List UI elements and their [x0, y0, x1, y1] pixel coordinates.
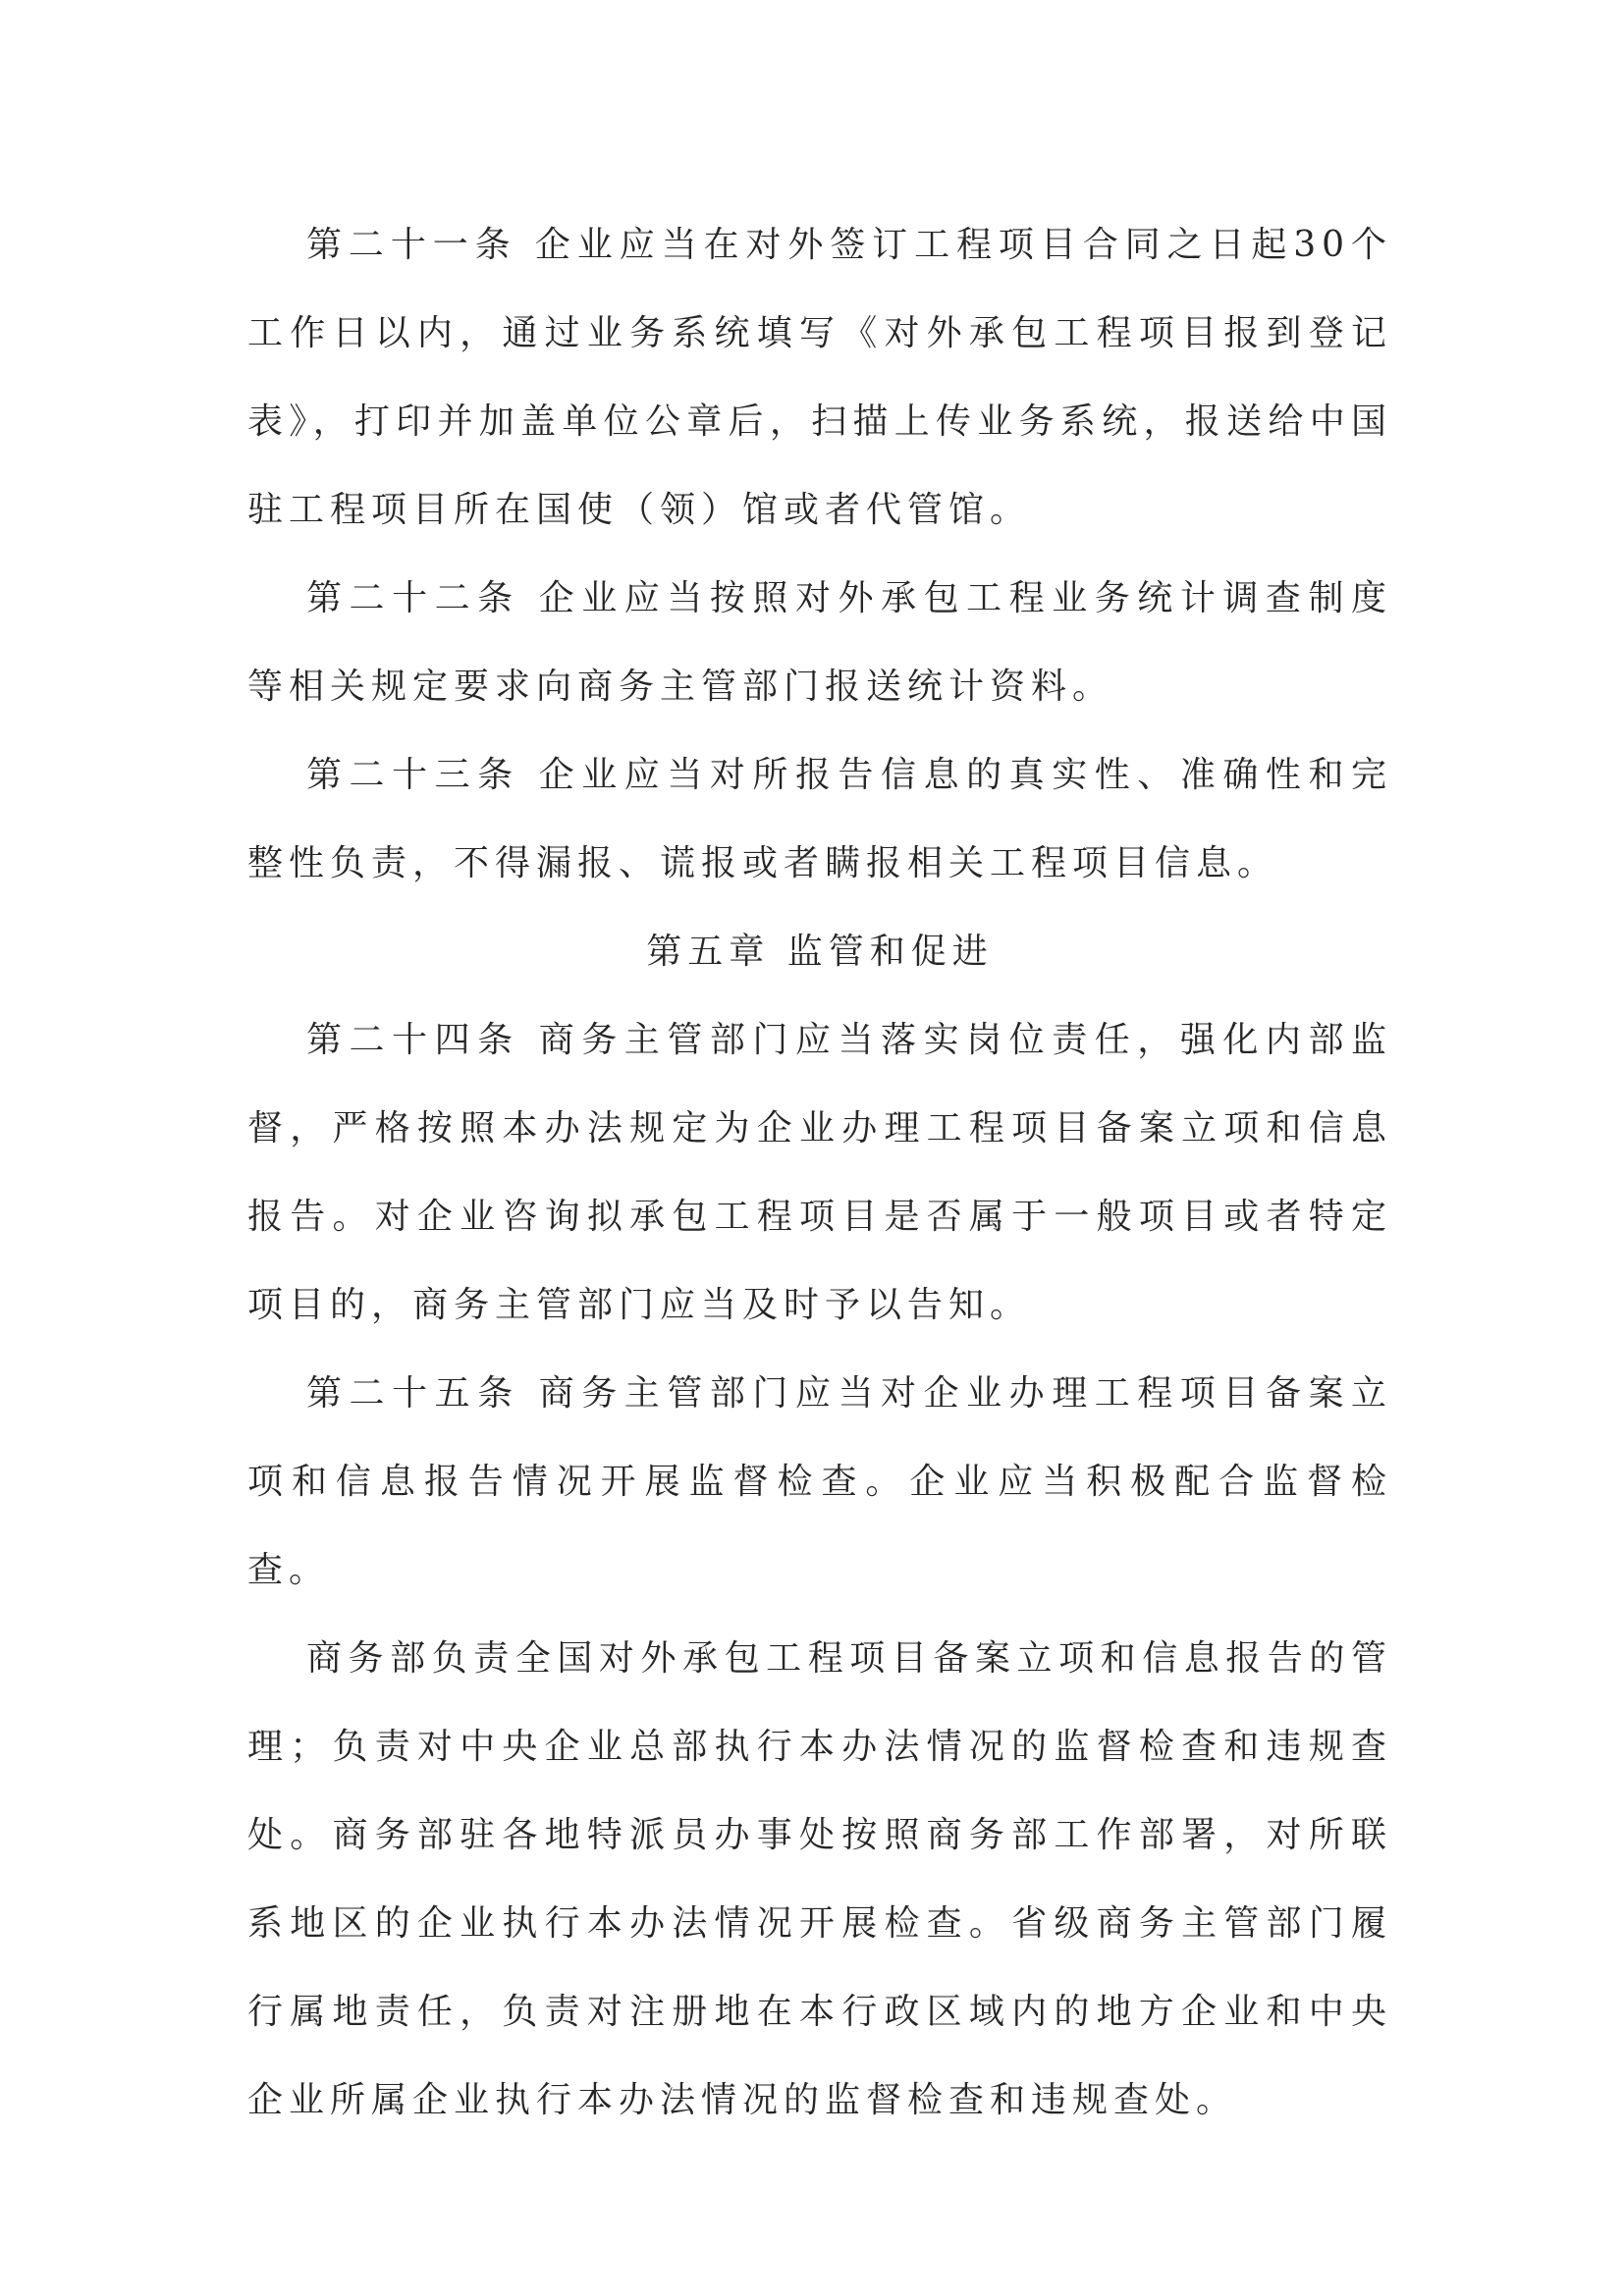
chapter-heading: 第五章 监管和促进: [646, 932, 994, 972]
document-body: [247, 201, 1392, 2145]
article-25-paragraph: 第二十五条 商务主管部门应当对企业办理工程项目备案立项和信息报告情况开展监督检查。企业应当积极配合监督检查。: [247, 1373, 1392, 1590]
article-24-paragraph: 第二十四条 商务主管部门应当落实岗位责任，强化内部监督，严格按照本办法规定为企业办理工程项目备案立项和信息报告。对企业咨询拟承包工程项目是否属于一般项目或者特定项目的，商务主管部门应当及时予以告知。: [247, 1020, 1392, 1325]
article-22-paragraph: 第二十二条 企业应当按照对外承包工程业务统计调查制度等相关规定要求向商务主管部门报送统计资料。: [247, 578, 1392, 707]
article-23-paragraph: 第二十三条 企业应当对所报告信息的真实性、准确性和完整性负责，不得漏报、谎报或者瞒报相关工程项目信息。: [247, 755, 1392, 883]
article-25-continuation-paragraph: 商务部负责全国对外承包工程项目备案立项和信息报告的管理；负责对中央企业总部执行本办法情况的监督检查和违规查处。商务部驻各地特派员办事处按照商务部工作部署，对所联系地区的企业执行本办法情况开展检查。省级商务主管部门履行属地责任，负责对注册地在本行政区域内的地方企业和中央企业所属企业执行本办法情况的监督检查和违规查处。: [247, 1638, 1392, 2120]
article-21-paragraph: 第二十一条 企业应当在对外签订工程项目合同之日起30个工作日以内，通过业务系统填写《对外承包工程项目报到登记表》，打印并加盖单位公章后，扫描上传业务系统，报送给中国驻工程项目所在国使（领）馆或者代管馆。: [247, 225, 1392, 530]
